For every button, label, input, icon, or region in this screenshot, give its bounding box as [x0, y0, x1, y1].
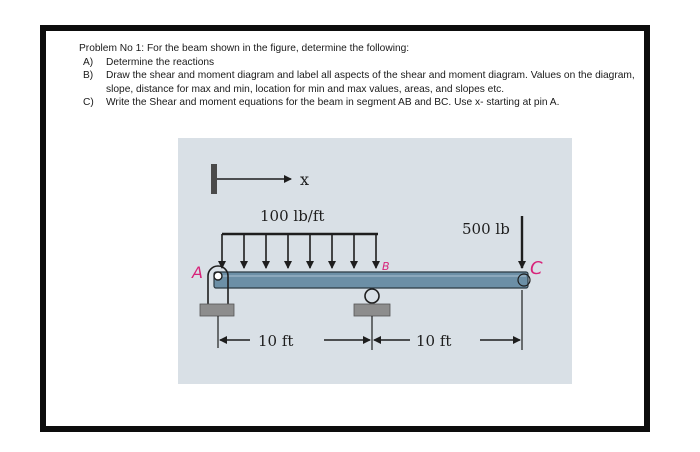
- roller-wheel: [365, 289, 379, 303]
- problem-title: Problem No 1: For the beam shown in the figure, determine the following:: [79, 43, 410, 54]
- problem-item-c: [79, 96, 639, 110]
- beam: [214, 272, 528, 288]
- dimension-ab-label: 10 ft: [258, 332, 294, 350]
- item-text: Determine the reactions: [106, 56, 215, 68]
- origin-wall: [211, 164, 217, 194]
- handwritten-label-a: A: [192, 263, 203, 282]
- problem-item-b: [79, 69, 639, 96]
- handwritten-label-c: C: [530, 258, 543, 279]
- item-text: Draw the shear and moment diagram and label all aspects of the shear and moment diagram. Values on the diagram, slope, distance for max and min, location for min and max values, areas, and slopes etc.: [106, 70, 635, 95]
- item-text: Write the Shear and moment equations for the beam in segment AB and BC. Use x- starting at pin A.: [106, 97, 560, 109]
- photo-background: [178, 138, 572, 384]
- item-letter: B): [83, 70, 94, 82]
- distributed-load-label: 100 lb/ft: [260, 207, 325, 225]
- item-letter: A): [83, 56, 94, 68]
- item-letter: C): [83, 97, 94, 109]
- problem-item-a: [79, 56, 639, 70]
- ground-block: [354, 304, 390, 316]
- dimension-bc-label: 10 ft: [416, 332, 452, 350]
- ground-block: [200, 304, 234, 316]
- handwritten-label-b: B: [382, 260, 390, 273]
- point-load-label: 500 lb: [462, 220, 510, 238]
- beam-figure: [178, 138, 572, 384]
- problem-text: [79, 42, 639, 110]
- beam-diagram-svg: [178, 138, 572, 384]
- x-label: x: [300, 170, 310, 189]
